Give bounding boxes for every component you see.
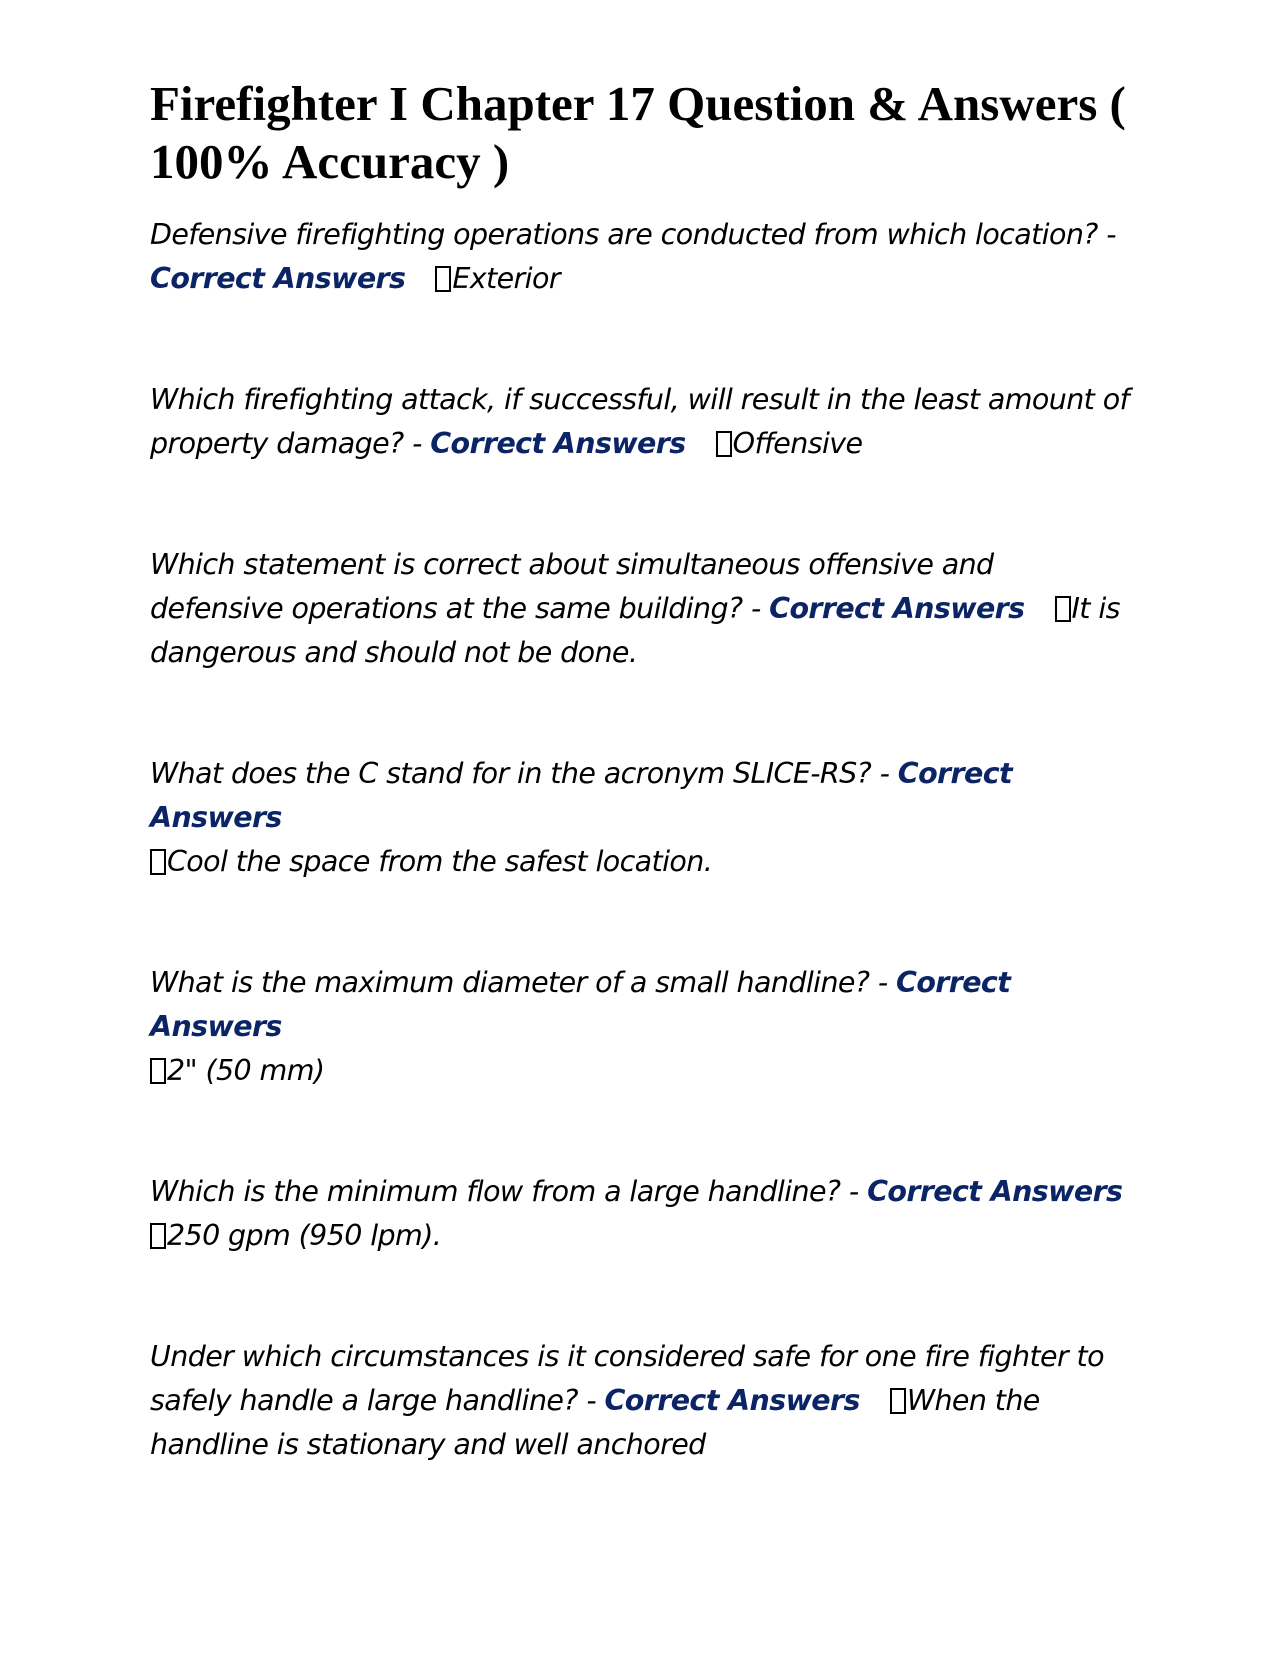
answer-text: Exterior: [452, 262, 560, 295]
qa-item: [150, 378, 1135, 466]
qa-item: [150, 213, 1135, 301]
document-page: [150, 75, 1135, 1544]
question-text: Which is the minimum flow from a large handline? -: [150, 1175, 859, 1208]
missing-glyph-icon: [716, 431, 732, 457]
question-text: What does the C stand for in the acronym SLICE-RS? -: [150, 757, 890, 790]
answer-text: 250 gpm (950 lpm).: [167, 1219, 442, 1252]
missing-glyph-icon: [150, 849, 166, 875]
qa-list: [150, 213, 1135, 1467]
correct-answers-label: Correct Answers: [150, 262, 406, 295]
qa-item: [150, 543, 1135, 675]
correct-answers-label: Correct Answers: [150, 757, 1013, 834]
missing-glyph-icon: [1055, 596, 1071, 622]
answer-text: Offensive: [732, 427, 863, 460]
correct-answers-label: Correct Answers: [150, 966, 1011, 1043]
answer-text: Cool the space from the safest location.: [167, 845, 713, 878]
missing-glyph-icon: [150, 1223, 166, 1249]
qa-item: [150, 1335, 1135, 1467]
qa-item: [150, 1170, 1135, 1258]
correct-answers-label: Correct Answers: [867, 1175, 1123, 1208]
missing-glyph-icon: [150, 1058, 166, 1084]
answer-text: 2" (50 mm): [167, 1054, 325, 1087]
answer-text: When the handline is stationary and well anchored: [150, 1384, 1040, 1461]
qa-item: [150, 752, 1135, 884]
answer-text: It is dangerous and should not be done.: [150, 592, 1120, 669]
question-text: Under which circumstances is it considered safe for one fire fighter to safely handle a large handline? -: [150, 1340, 1104, 1417]
qa-item: [150, 961, 1135, 1093]
correct-answers-label: Correct Answers: [604, 1384, 860, 1417]
document-title: Firefighter I Chapter 17 Question & Answers ( 100% Accuracy ): [150, 76, 1126, 189]
question-text: Defensive firefighting operations are conducted from which location? -: [150, 218, 1116, 251]
question-text: What is the maximum diameter of a small handline? -: [150, 966, 888, 999]
missing-glyph-icon: [435, 266, 451, 292]
missing-glyph-icon: [890, 1388, 906, 1414]
correct-answers-label: Correct Answers: [430, 427, 686, 460]
question-text: Which statement is correct about simultaneous offensive and defensive operations at the same building? -: [150, 548, 994, 625]
correct-answers-label: Correct Answers: [769, 592, 1025, 625]
question-text: Which firefighting attack, if successful, will result in the least amount of property damage? -: [150, 383, 1129, 460]
